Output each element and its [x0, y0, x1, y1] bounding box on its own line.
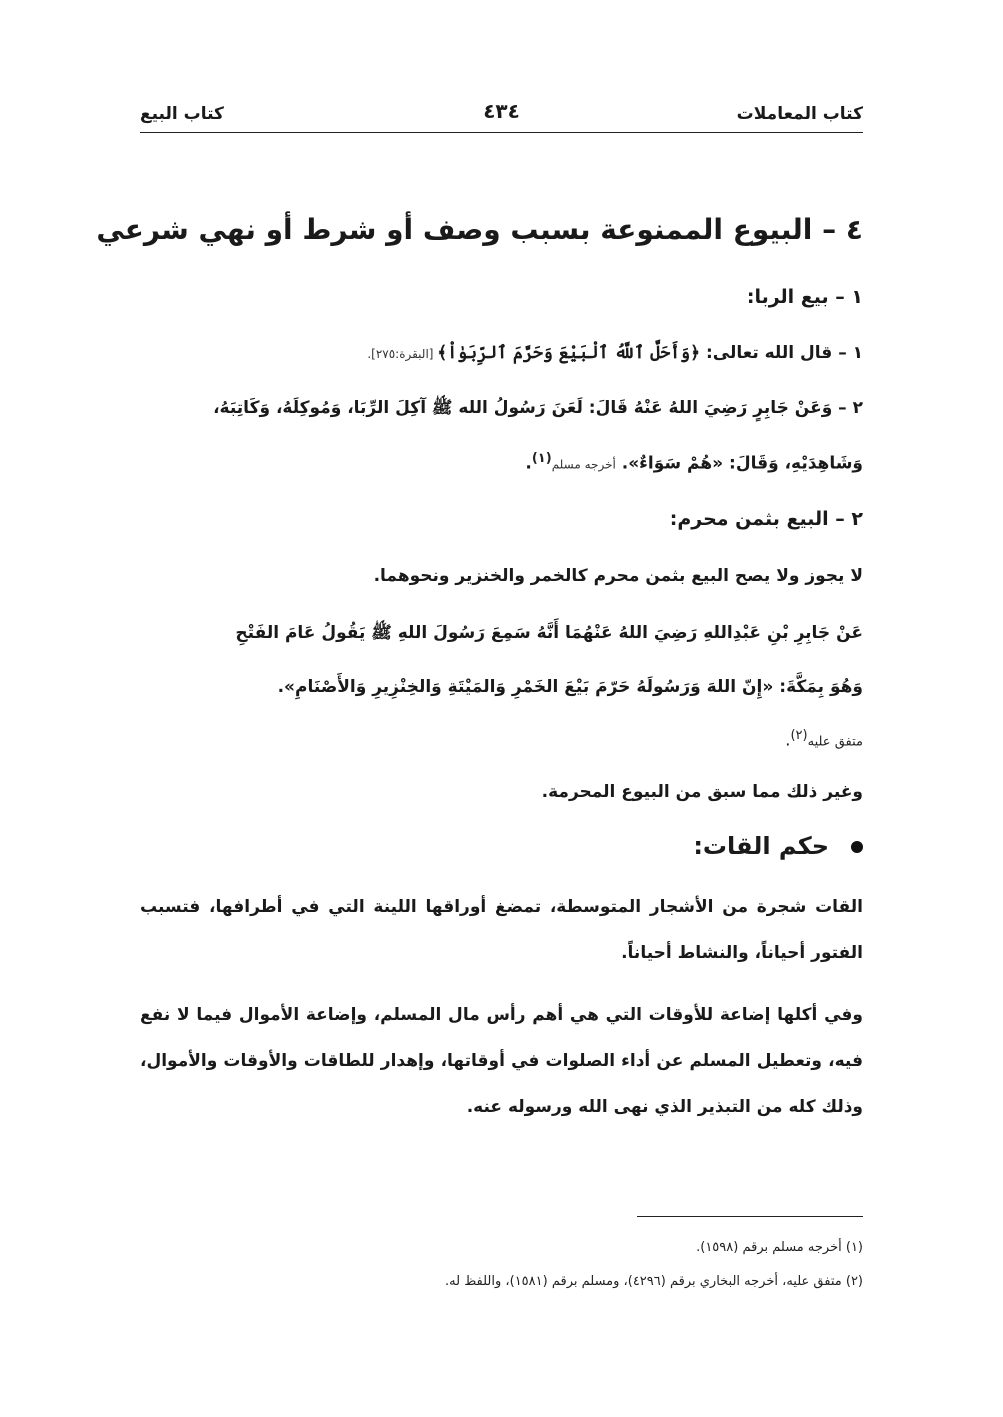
source-text: متفق عليه	[807, 734, 863, 750]
section-heading-riba: ١ – بيع الربا:	[746, 286, 863, 308]
section-heading-haram-price: ٢ – البيع بثمن محرم:	[669, 508, 863, 530]
header-chapter-title: كتاب البيع	[140, 104, 224, 124]
summary-text: وغير ذلك مما سبق من البيوع المحرمة.	[541, 782, 863, 802]
header-book-title: كتاب المعاملات	[736, 104, 863, 124]
quran-verse-line	[140, 342, 863, 363]
hadith-source: أخرجه مسلم	[551, 457, 616, 472]
qat-heading-text: حكم القات:	[693, 832, 829, 860]
hadith-jabir-line-2	[140, 451, 863, 474]
footnote-ref-2[interactable]: (٢)	[790, 728, 808, 743]
qat-paragraph-1: القات شجرة من الأشجار المتوسطة، تمضغ أوراقها اللينة التي في أطرافها، فتسبب الفتور أحياناً، والنشاط أحياناً.	[140, 897, 863, 963]
quran-verse: ﴿وَأَحَلَّ ٱللَّهُ ٱلْبَيْعَ وَحَرَّمَ ٱلرِّبَوٰاْ﴾	[437, 343, 701, 363]
verse-intro: ١ – قال الله تعالى:	[700, 343, 863, 363]
header-divider	[140, 132, 863, 133]
hadith-sale-source	[140, 728, 863, 750]
running-header	[140, 95, 863, 129]
footnote-divider	[637, 1216, 863, 1217]
sentence-end: .	[785, 730, 791, 751]
verse-reference: [البقرة:٢٧٥].	[367, 347, 438, 361]
qat-heading	[140, 832, 863, 860]
hadith-sale-line-1: عَنْ جَابِرِ بْنِ عَبْدِاللهِ رَضِيَ اللهُ عَنْهُمَا أَنَّهُ سَمِعَ رَسُولَ اللهِ ﷺ يَقُولُ عَامَ الفَتْحِ	[235, 623, 863, 643]
footnote-2: (٢) متفق عليه، أخرجه البخاري برقم (٤٢٩٦)، ومسلم برقم (١٥٨١)، واللفظ له.	[445, 1274, 863, 1289]
hadith-sale-line-2: وَهُوَ بِمَكَّةَ: «إِنّ اللهَ وَرَسُولَهُ حَرّمَ بَيْعَ الخَمْرِ وَالمَيْتَةِ وَالخِنْزِيرِ وَالأَصْنَامِ».	[277, 677, 863, 697]
chapter-title: ٤ – البيوع الممنوعة بسبب وصف أو شرط أو نهي شرعي	[96, 213, 863, 246]
hadith-text: وَشَاهِدَيْهِ، وَقَالَ: «هُمْ سَوَاءٌ».	[615, 453, 863, 474]
ruling-text: لا يجوز ولا يصح البيع بثمن محرم كالخمر والخنزير ونحوهما.	[373, 566, 863, 586]
hadith-jabir-line-1: ٢ – وَعَنْ جَابِرٍ رَضِيَ اللهُ عَنْهُ قَالَ: لَعَنَ رَسُولُ الله ﷺ آكِلَ الرِّبَا، وَمُوكِلَهُ، وَكَاتِبَهُ،	[213, 398, 863, 418]
bullet-icon	[851, 841, 863, 853]
page-number: ٤٣٤	[483, 99, 520, 123]
footnote-1: (١) أخرجه مسلم برقم (١٥٩٨).	[696, 1240, 863, 1255]
qat-paragraph-2: وفي أكلها إضاعة للأوقات التي هي أهم رأس مال المسلم، وإضاعة الأموال فيما لا نفع فيه، وتعطيل المسلم عن أداء الصلوات في أوقاتها، وإهدار للطاقات والأوقات والأموال، وذلك كله من التبذير الذي نهى الله ورسوله عنه.	[140, 1005, 863, 1117]
footnote-ref-1[interactable]: (١)	[531, 451, 552, 466]
sentence-end: .	[525, 453, 532, 474]
